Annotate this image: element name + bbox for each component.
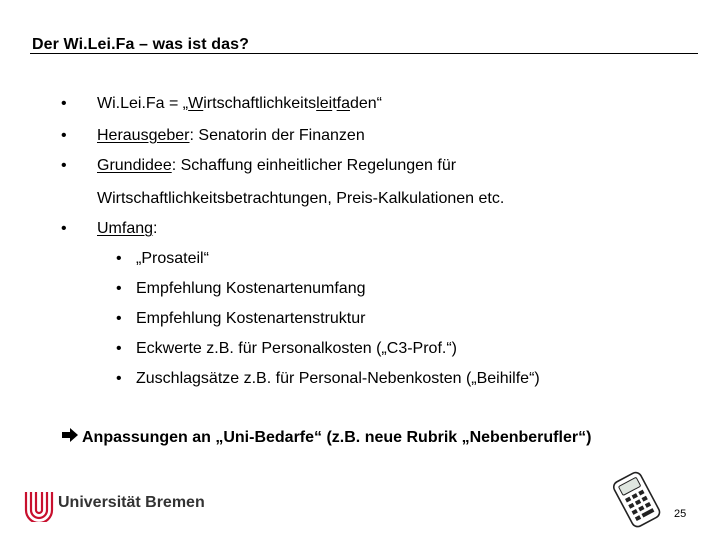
subitem-zuschlagsaetze: • Zuschlagsätze z.B. für Personal-Nebenkosten („Beihilfe“) xyxy=(116,370,540,387)
right-arrow-icon xyxy=(62,428,82,447)
bullet-item-wileifa xyxy=(0,95,720,115)
bullet-text: Herausgeber: Senatorin der Finanzen xyxy=(97,127,365,144)
bullet-marker: • xyxy=(61,95,67,112)
bullet-item-herausgeber xyxy=(0,127,720,147)
conclusion-line xyxy=(62,428,591,447)
bullet-marker: • xyxy=(61,220,67,237)
bullet-marker: • xyxy=(116,250,122,267)
bullet-marker: • xyxy=(116,280,122,297)
conclusion-text: Anpassungen an „Uni-Bedarfe“ (z.B. neue Rubrik „Nebenberufler“) xyxy=(82,429,592,446)
title-divider xyxy=(30,53,698,54)
calculator-icon xyxy=(608,470,668,535)
bullet-text: Wi.Lei.Fa = „Wirtschaftlichkeitsleitfaden“ xyxy=(97,95,383,112)
slide-title: Der Wi.Lei.Fa – was ist das? xyxy=(32,36,249,53)
bullet-item-grundidee xyxy=(0,157,720,177)
bullet-text: Umfang: xyxy=(97,220,158,237)
page-number: 25 xyxy=(674,508,687,520)
bullet-item-grundidee-continued: Wirtschaftlichkeitsbetrachtungen, Preis-Kalkulationen etc. xyxy=(97,190,505,207)
subitem-prosateil: • „Prosateil“ xyxy=(116,250,209,267)
university-logo xyxy=(24,490,54,527)
subitem-eckwerte: • Eckwerte z.B. für Personalkosten („C3-Prof.“) xyxy=(116,340,457,357)
bullet-marker: • xyxy=(61,157,67,174)
bullet-marker: • xyxy=(116,370,122,387)
bullet-marker: • xyxy=(61,127,67,144)
subitem-kostenartenumfang: • Empfehlung Kostenartenumfang xyxy=(116,280,366,297)
bullet-item-umfang xyxy=(0,220,720,240)
university-name: Universität Bremen xyxy=(58,494,205,511)
subitem-kostenartenstruktur: • Empfehlung Kostenartenstruktur xyxy=(116,310,366,327)
bullet-marker: • xyxy=(116,340,122,357)
bullet-marker: • xyxy=(116,310,122,327)
bullet-text: Grundidee: Schaffung einheitlicher Regelungen für xyxy=(97,157,457,174)
